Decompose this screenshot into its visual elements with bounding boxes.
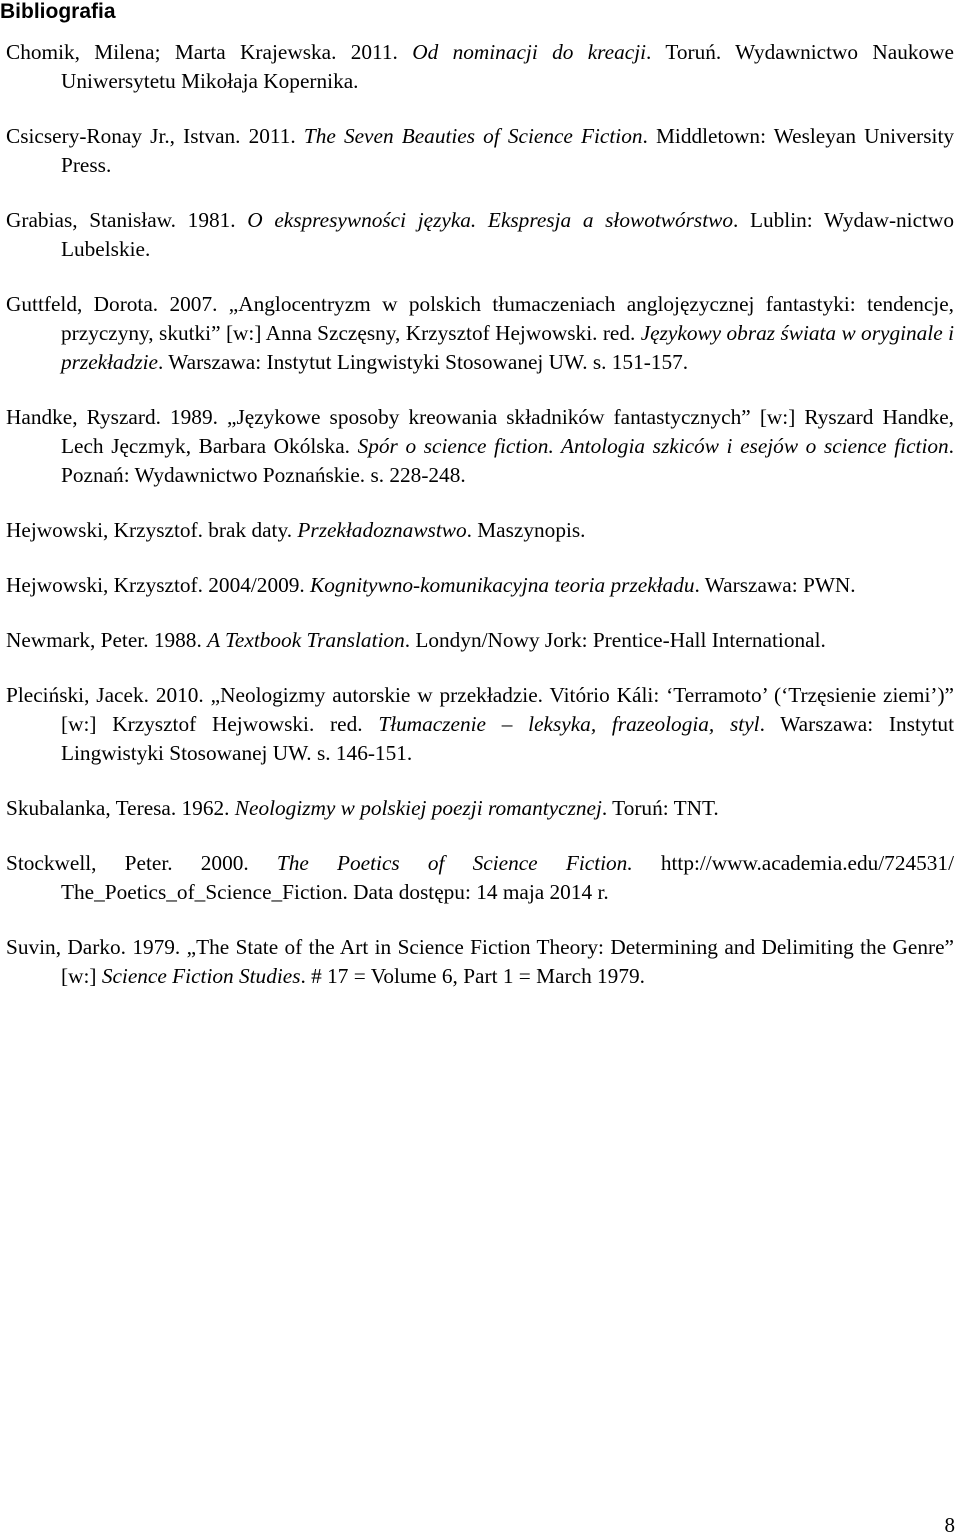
bibliography-entry (6, 403, 954, 490)
bibliography-entry (6, 122, 954, 180)
entry-text: Stockwell, Peter. 2000. (6, 851, 277, 875)
bibliography-entry (6, 849, 954, 907)
bibliography-entry (6, 933, 954, 991)
entry-text: Grabias, Stanisław. 1981. (6, 208, 248, 232)
entry-text: . Toruń. Wydawnictwo Naukowe Uniwersytetu Mikołaja Kopernika. (61, 40, 954, 93)
entry-title-text: Językowy obraz świata w oryginale i przekładzie (61, 321, 954, 374)
entry-text: Chomik, Milena; Marta Krajewska. 2011. (6, 40, 413, 64)
bibliography-list (6, 38, 954, 1017)
entry-text: Pleciński, Jacek. 2010. „Neologizmy autorskie w przekładzie. Vitório Káli: ‘Terramoto’ (‘Trzęsienie ziemi’)” [w:] Krzysztof Hejwowski. red. (6, 683, 954, 736)
bibliography-entry (6, 206, 954, 264)
entry-text: http://www.academia.edu/724531/ The_Poetics_of_Science_Fiction. Data dostępu: 14 maja 2014 r. (61, 851, 954, 904)
entry-text: . Warszawa: Instytut Lingwistyki Stosowanej UW. s. 151-157. (158, 350, 689, 374)
entry-text: Handke, Ryszard. 1989. „Językowe sposoby kreowania składników fantastycznych” [w:] Ryszard Handke, Lech Jęczmyk, Barbara Okólska. (6, 405, 954, 458)
entry-title-text: O ekspresywności języka. Ekspresja a słowotwórstwo (247, 208, 733, 232)
bibliography-entry (6, 794, 954, 823)
bibliography-entry (6, 38, 954, 96)
bibliography-entry (6, 571, 954, 600)
entry-text: . Lublin: Wydaw-nictwo Lubelskie. (61, 208, 954, 261)
entry-title-text: Spór o science fiction. Antologia szkiców i esejów o science fiction (357, 434, 949, 458)
entry-text: Hejwowski, Krzysztof. brak daty. (6, 518, 298, 542)
entry-title-text: Science Fiction Studies (101, 964, 301, 988)
entry-text: . Poznań: Wydawnictwo Poznańskie. s. 228-248. (61, 434, 954, 487)
entry-title-text: Neologizmy w polskiej poezji romantycznej (234, 796, 602, 820)
bibliography-entry (6, 516, 954, 545)
entry-text: Guttfeld, Dorota. 2007. „Anglocentryzm w polskich tłumaczeniach anglojęzycznej fantastyki: tendencje, przyczyny, skutki” [w:] Anna Szczęsny, Krzysztof Hejwowski. red. (6, 292, 954, 345)
entry-title-text: Od nominacji do kreacji (412, 40, 647, 64)
entry-title-text: A Textbook Translation (207, 628, 405, 652)
entry-text: . Toruń: TNT. (601, 796, 719, 820)
page-number: 8 (944, 1513, 955, 1537)
entry-text: Skubalanka, Teresa. 1962. (6, 796, 235, 820)
page-heading: Bibliografia (0, 0, 116, 23)
entry-text: . # 17 = Volume 6, Part 1 = March 1979. (300, 964, 645, 988)
entry-title-text: Tłumaczenie – leksyka, frazeologia, styl (378, 712, 760, 736)
entry-text: . Warszawa: Instytut Lingwistyki Stosowanej UW. s. 146-151. (61, 712, 954, 765)
bibliography-entry (6, 290, 954, 377)
entry-text: Csicsery-Ronay Jr., Istvan. 2011. (6, 124, 304, 148)
entry-text: . Londyn/Nowy Jork: Prentice-Hall International. (404, 628, 826, 652)
entry-text: . Middletown: Wesleyan University Press. (61, 124, 955, 177)
bibliography-entry (6, 626, 954, 655)
entry-text: Hejwowski, Krzysztof. 2004/2009. (6, 573, 311, 597)
entry-text: . Maszynopis. (466, 518, 586, 542)
entry-text: Suvin, Darko. 1979. „The State of the Art in Science Fiction Theory: Determining and Delimiting the Genre” [w:] (6, 935, 954, 988)
entry-text: Newmark, Peter. 1988. (6, 628, 208, 652)
bibliography-entry (6, 681, 954, 768)
entry-title-text: The Poetics of Science Fiction. (276, 851, 633, 875)
entry-title-text: Przekładoznawstwo (297, 518, 467, 542)
entry-title-text: Kognitywno-komunikacyjna teoria przekładu (310, 573, 695, 597)
entry-title-text: The Seven Beauties of Science Fiction (303, 124, 643, 148)
entry-text: . Warszawa: PWN. (694, 573, 856, 597)
